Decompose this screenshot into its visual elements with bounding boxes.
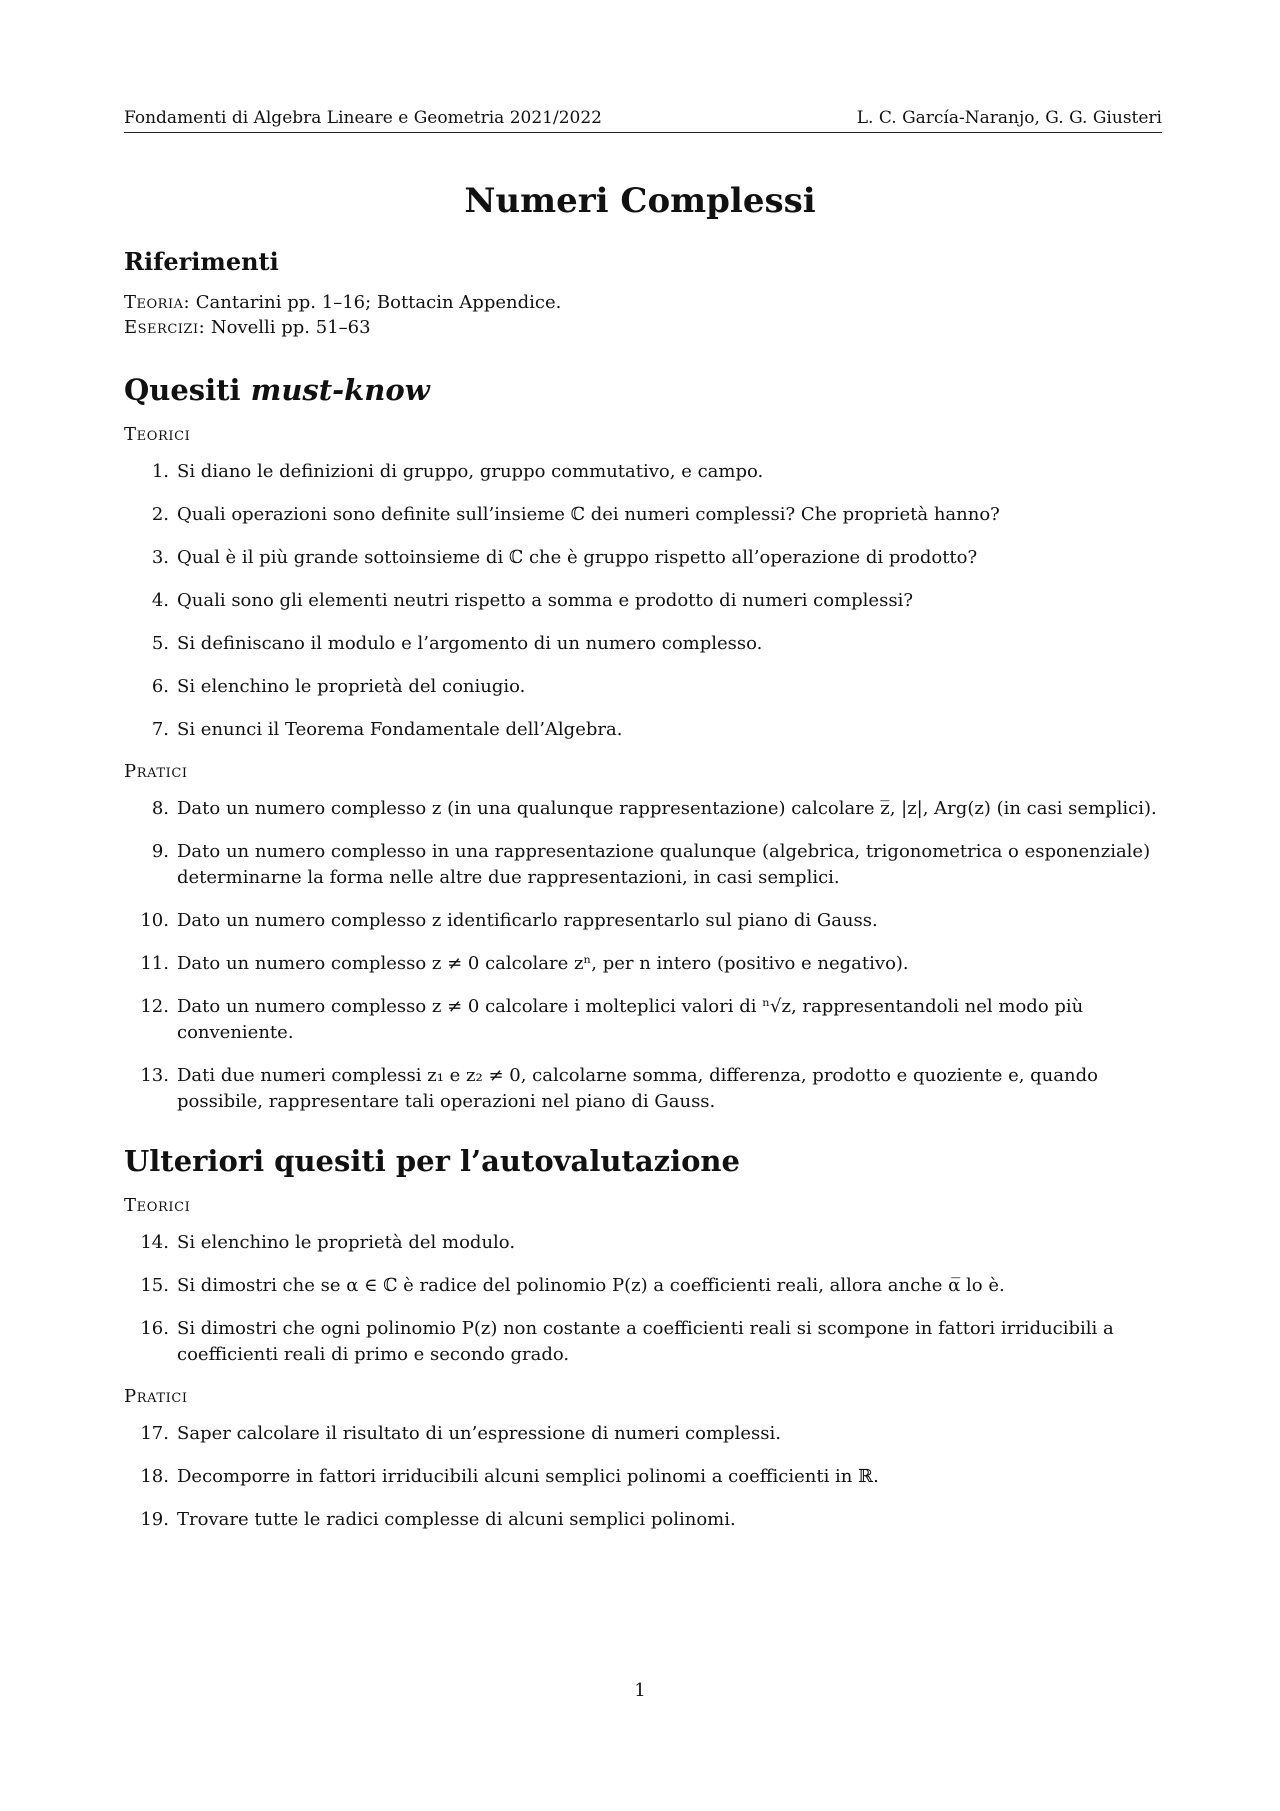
section-heading-text: Quesiti [124, 373, 251, 407]
question-item [124, 994, 1162, 1046]
question-item [124, 1421, 1162, 1447]
question-item [124, 1063, 1162, 1115]
question-text: Dato un numero complesso z ≠ 0 calcolare zⁿ, per n intero (positivo e negativo). [177, 953, 909, 974]
question-item [124, 908, 1162, 934]
authors: L. C. García-Naranjo, G. G. Giusteri [856, 108, 1162, 128]
question-number: 4. [151, 590, 169, 611]
question-item [124, 1464, 1162, 1490]
question-text: Saper calcolare il risultato di un’espressione di numeri complessi. [177, 1423, 781, 1444]
course-title: Fondamenti di Algebra Lineare e Geometria 2021/2022 [124, 108, 602, 128]
question-text: Dato un numero complesso z ≠ 0 calcolare i molteplici valori di ⁿ√z, rappresentandoli nel modo più conveniente. [177, 996, 1084, 1043]
question-item [124, 1230, 1162, 1256]
question-number: 5. [151, 633, 169, 654]
question-item [124, 951, 1162, 977]
question-text: Si dimostri che ogni polinomio P(z) non costante a coefficienti reali si scompone in fattori irriducibili a coefficienti reali di primo e secondo grado. [177, 1318, 1114, 1365]
question-number: 8. [151, 798, 169, 819]
question-text: Si elenchino le proprietà del modulo. [177, 1232, 516, 1253]
question-item [124, 717, 1162, 743]
document-title: Numeri Complessi [464, 181, 816, 221]
question-item [124, 1507, 1162, 1533]
question-list [124, 1230, 1162, 1368]
question-item [124, 588, 1162, 614]
exercises-text: Novelli pp. 51–63 [205, 317, 371, 338]
category-theoretical: Teorici [124, 1195, 191, 1216]
question-text: Dato un numero complesso z (in una qualunque rappresentazione) calcolare z̅, |z|, Arg(z) (in casi semplici). [177, 798, 1157, 819]
question-item [124, 1273, 1162, 1299]
exercises-label: Esercizi: [124, 317, 206, 338]
question-text: Dato un numero complesso z identificarlo rappresentarlo sul piano di Gauss. [177, 910, 878, 931]
category-practical: Pratici [124, 1386, 188, 1407]
question-number: 11. [140, 953, 169, 974]
question-number: 15. [140, 1275, 169, 1296]
exercises-reference [124, 315, 1162, 340]
references-heading: Riferimenti [124, 247, 279, 276]
question-number: 7. [151, 719, 169, 740]
question-item [124, 1316, 1162, 1368]
question-text: Si dimostri che se α ∈ ℂ è radice del polinomio P(z) a coefficienti reali, allora anche α̅ lo è. [177, 1275, 1005, 1296]
theory-reference [124, 290, 1162, 315]
question-number: 1. [151, 461, 169, 482]
question-text: Dati due numeri complessi z₁ e z₂ ≠ 0, calcolarne somma, differenza, prodotto e quoziente e, quando possibile, rappresentare tali operazioni nel piano di Gauss. [177, 1065, 1098, 1112]
category-theoretical: Teorici [124, 424, 191, 445]
running-header [124, 106, 1162, 133]
question-number: 3. [151, 547, 169, 568]
question-text: Si diano le definizioni di gruppo, gruppo commutativo, e campo. [177, 461, 764, 482]
question-item [124, 631, 1162, 657]
category-practical: Pratici [124, 761, 188, 782]
question-number: 9. [151, 841, 169, 862]
question-list [124, 1421, 1162, 1533]
section-heading-emphasis: must-know [250, 373, 430, 407]
question-item [124, 545, 1162, 571]
document-body [124, 246, 1162, 1550]
question-item [124, 674, 1162, 700]
question-text: Quali operazioni sono definite sull’insieme ℂ dei numeri complessi? Che proprietà hanno? [177, 504, 1000, 525]
question-number: 6. [151, 676, 169, 697]
references-block [124, 290, 1162, 340]
section-self-assessment-heading: Ulteriori quesiti per l’autovalutazione [124, 1144, 740, 1178]
question-number: 10. [140, 910, 169, 931]
question-text: Si elenchino le proprietà del coniugio. [177, 676, 526, 697]
question-item [124, 459, 1162, 485]
question-item [124, 796, 1162, 822]
question-item [124, 502, 1162, 528]
question-number: 17. [140, 1423, 169, 1444]
theory-label: Teoria: [124, 292, 191, 313]
question-text: Qual è il più grande sottoinsieme di ℂ che è gruppo rispetto all’operazione di prodotto? [177, 547, 978, 568]
question-number: 16. [140, 1318, 169, 1339]
question-number: 14. [140, 1232, 169, 1253]
question-text: Trovare tutte le radici complesse di alcuni semplici polinomi. [177, 1509, 736, 1530]
question-text: Dato un numero complesso in una rappresentazione qualunque (algebrica, trigonometrica o esponenziale) determinarne la forma nelle altre due rappresentazioni, in casi semplici. [177, 841, 1151, 888]
section-must-know-heading [124, 371, 1162, 409]
question-number: 13. [140, 1065, 169, 1086]
question-number: 18. [140, 1466, 169, 1487]
question-number: 2. [151, 504, 169, 525]
question-item [124, 839, 1162, 891]
question-list [124, 796, 1162, 1115]
question-text: Si definiscano il modulo e l’argomento di un numero complesso. [177, 633, 763, 654]
theory-text: Cantarini pp. 1–16; Bottacin Appendice. [190, 292, 562, 313]
question-text: Si enunci il Teorema Fondamentale dell’Algebra. [177, 719, 623, 740]
question-number: 19. [140, 1509, 169, 1530]
page-number: 1 [634, 1680, 646, 1701]
question-list [124, 459, 1162, 743]
question-text: Decomporre in fattori irriducibili alcuni semplici polinomi a coefficienti in ℝ. [177, 1466, 879, 1487]
question-number: 12. [140, 996, 169, 1017]
question-text: Quali sono gli elementi neutri rispetto a somma e prodotto di numeri complessi? [177, 590, 913, 611]
